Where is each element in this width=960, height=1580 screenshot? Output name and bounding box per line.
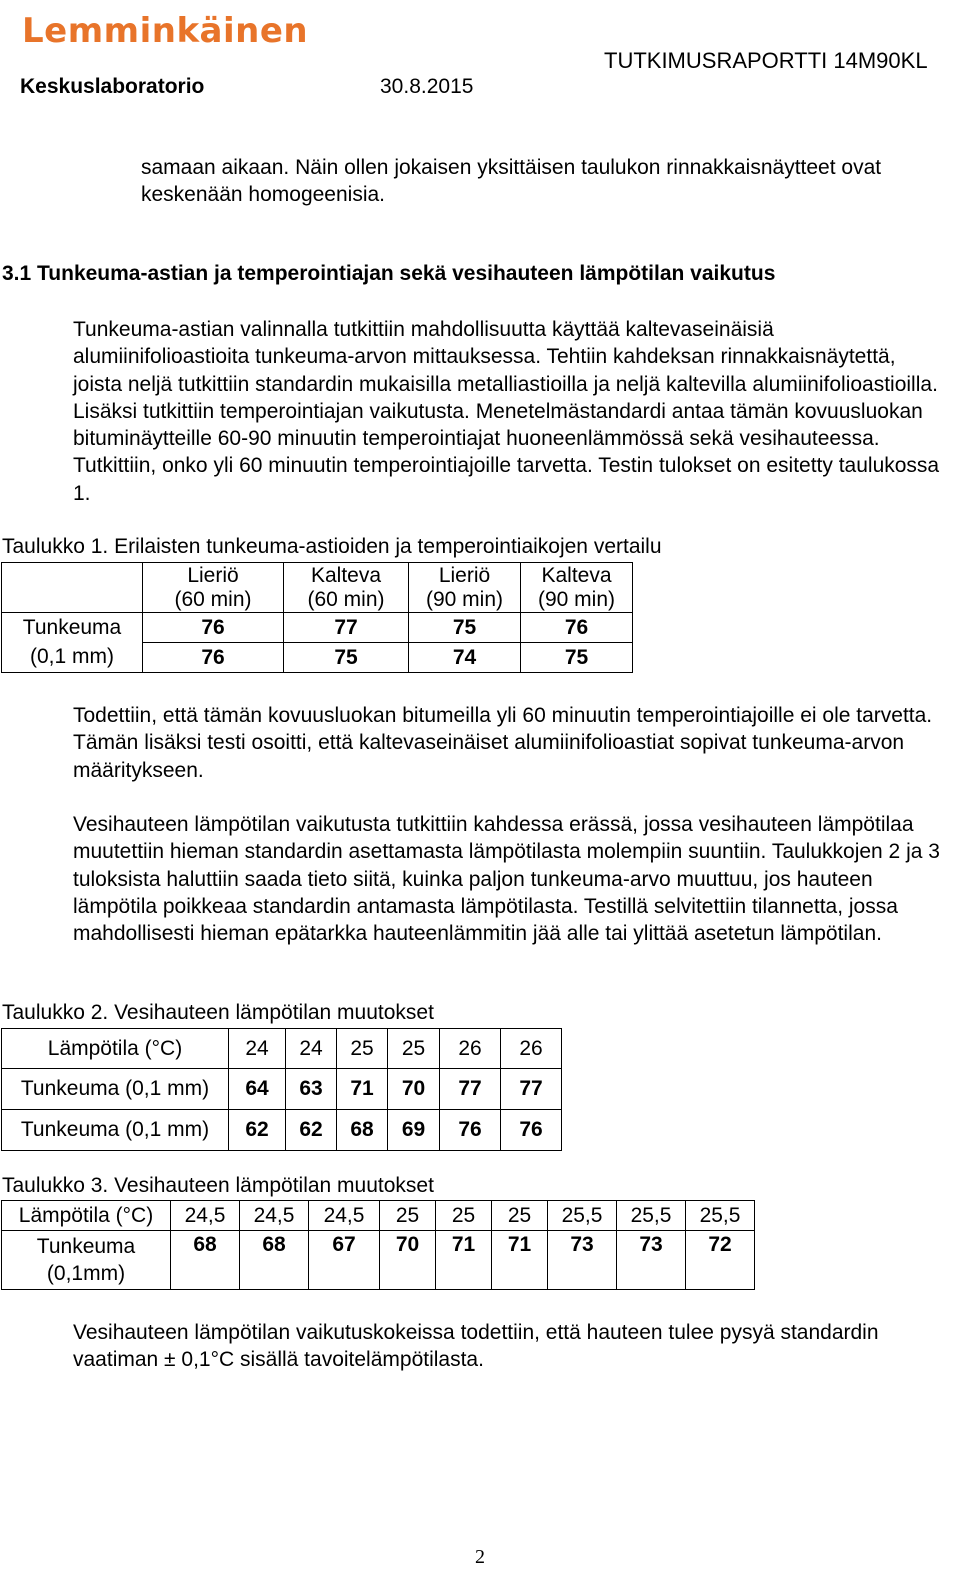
table3-temp: 24,5 bbox=[240, 1201, 309, 1231]
table1-value: 75 bbox=[409, 613, 521, 643]
table1-corner-cell bbox=[2, 563, 143, 613]
table1-header-cell bbox=[284, 563, 409, 613]
table1-value: 76 bbox=[143, 613, 284, 643]
table3-value: 68 bbox=[171, 1231, 240, 1290]
table2-value: 70 bbox=[388, 1069, 440, 1110]
intro-text: samaan aikaan. Näin ollen jokaisen yksittäisen taulukon rinnakkaisnäytteet ovat keskenään homogeenisia. bbox=[141, 156, 882, 207]
report-date: 30.8.2015 bbox=[380, 75, 474, 98]
header-line: (90 min) bbox=[537, 587, 616, 611]
table-1 bbox=[1, 562, 633, 673]
table1-value: 76 bbox=[143, 643, 284, 673]
table2-temp-label: Lämpötila (°C) bbox=[2, 1029, 229, 1069]
paragraph-1-text: Tunkeuma-astian valinnalla tutkittiin mahdollisuutta käyttää kaltevaseinäisiä alumiinifolioastioita tunkeuma-arvon mittauksessa. Tehtiin kahdeksan rinnakkaisnäytettä, joista neljä tutkittiin standardin mukaisilla metalliastioilla ja neljä kaltevilla alumiinifolioastioilla. Lisäksi tutkittiin temperointiajan vaikutusta. Menetelmästandardi antaa tämän kovuusluokan bituminäytteille 60-90 minuutin temperointiajat huoneenlämmössä sekä vesihauteessa. Tutkittiin, onko yli 60 minuutin temperointiajoille tarvetta. Testin tulokset on esitetty taulukossa 1. bbox=[73, 318, 940, 505]
header-line: (60 min) bbox=[174, 587, 252, 611]
paragraph-4 bbox=[73, 1319, 943, 1374]
table2-temp: 25 bbox=[388, 1029, 440, 1069]
page-number: 2 bbox=[475, 1546, 485, 1568]
table1-value: 75 bbox=[521, 643, 633, 673]
table3-value: 70 bbox=[380, 1231, 436, 1290]
table3-pen-label bbox=[2, 1231, 171, 1290]
table2-value: 76 bbox=[501, 1110, 562, 1151]
table2-value: 69 bbox=[388, 1110, 440, 1151]
lab-name: Keskuslaboratorio bbox=[20, 75, 205, 98]
paragraph-4-text: Vesihauteen lämpötilan vaikutuskokeissa todettiin, että hauteen tulee pysyä standardin vaatiman ± 0,1°C sisällä tavoitelämpötilasta. bbox=[73, 1321, 879, 1372]
table3-temp: 24,5 bbox=[171, 1201, 240, 1231]
section-heading: 3.1 Tunkeuma-astian ja temperointiajan sekä vesihauteen lämpötilan vaikutus bbox=[2, 262, 776, 285]
table-2 bbox=[1, 1028, 562, 1151]
table3-temp: 25,5 bbox=[686, 1201, 755, 1231]
table1-row-label: Tunkeuma bbox=[2, 613, 143, 643]
table2-temp: 25 bbox=[337, 1029, 388, 1069]
table2-caption: Taulukko 2. Vesihauteen lämpötilan muutokset bbox=[2, 1001, 434, 1024]
table1-value: 77 bbox=[284, 613, 409, 643]
table3-value: 73 bbox=[548, 1231, 617, 1290]
table3-temp: 25 bbox=[380, 1201, 436, 1231]
table2-value: 62 bbox=[229, 1110, 286, 1151]
table1-value: 76 bbox=[521, 613, 633, 643]
header-line: (60 min) bbox=[307, 587, 385, 611]
header-line: Kalteva bbox=[541, 563, 612, 587]
table3-value: 68 bbox=[240, 1231, 309, 1290]
table1-value: 75 bbox=[284, 643, 409, 673]
table2-temp: 24 bbox=[229, 1029, 286, 1069]
table3-temp: 25 bbox=[436, 1201, 492, 1231]
table3-caption: Taulukko 3. Vesihauteen lämpötilan muutokset bbox=[2, 1174, 434, 1197]
table2-value: 63 bbox=[286, 1069, 337, 1110]
header-line: Kalteva bbox=[310, 563, 382, 587]
table3-temp: 25 bbox=[492, 1201, 548, 1231]
intro-paragraph bbox=[141, 154, 941, 209]
table1-header-cell bbox=[521, 563, 633, 613]
pen-label-line: Tunkeuma bbox=[36, 1235, 136, 1258]
paragraph-2-text: Todettiin, että tämän kovuusluokan bitumeilla yli 60 minuutin temperointiajoille ei ole tarvetta. Tämän lisäksi testi osoitti, että kaltevaseinäiset alumiinifolioastiat sopivat tunkeuma-arvon määritykseen. bbox=[73, 704, 933, 782]
table2-value: 64 bbox=[229, 1069, 286, 1110]
table3-value: 72 bbox=[686, 1231, 755, 1290]
table3-temp: 25,5 bbox=[617, 1201, 686, 1231]
table2-value: 76 bbox=[440, 1110, 501, 1151]
table3-value: 67 bbox=[309, 1231, 380, 1290]
table3-temp: 25,5 bbox=[548, 1201, 617, 1231]
report-title: TUTKIMUSRAPORTTI 14M90KL bbox=[604, 48, 928, 73]
paragraph-3 bbox=[73, 811, 943, 947]
table2-pen-label: Tunkeuma (0,1 mm) bbox=[2, 1069, 229, 1110]
table2-temp: 24 bbox=[286, 1029, 337, 1069]
table-3 bbox=[1, 1200, 755, 1290]
header-line: Lieriö bbox=[438, 563, 491, 587]
table2-value: 62 bbox=[286, 1110, 337, 1151]
header-line: (90 min) bbox=[425, 587, 504, 611]
paragraph-1 bbox=[73, 316, 943, 507]
table2-temp: 26 bbox=[440, 1029, 501, 1069]
pen-label-line: (0,1mm) bbox=[46, 1262, 126, 1285]
table3-temp: 24,5 bbox=[309, 1201, 380, 1231]
table2-value: 71 bbox=[337, 1069, 388, 1110]
table1-value: 74 bbox=[409, 643, 521, 673]
table2-value: 77 bbox=[440, 1069, 501, 1110]
table3-temp-label: Lämpötila (°C) bbox=[2, 1201, 171, 1231]
company-logo: Lemminkäinen bbox=[22, 11, 309, 51]
table3-value: 73 bbox=[617, 1231, 686, 1290]
table2-value: 68 bbox=[337, 1110, 388, 1151]
table3-value: 71 bbox=[436, 1231, 492, 1290]
table1-header-cell bbox=[409, 563, 521, 613]
paragraph-3-text: Vesihauteen lämpötilan vaikutusta tutkittiin kahdessa erässä, jossa vesihauteen lämpötilaa muutettiin hieman standardin asettamasta lämpötilasta molempiin suuntiin. Taulukkojen 2 ja 3 tuloksista haluttiin saada tieto siitä, kuinka paljon tunkeuma-arvo muuttuu, jos hauteen lämpötila poikkeaa standardin antamasta lämpötilasta. Testillä selvitettiin tilannetta, jossa mahdollisesti hieman epätarkka hauteenlämmitin jää alle tai ylittää asetetun lämpötilan. bbox=[73, 813, 940, 946]
table2-temp: 26 bbox=[501, 1029, 562, 1069]
paragraph-2 bbox=[73, 702, 943, 784]
table2-value: 77 bbox=[501, 1069, 562, 1110]
table1-caption: Taulukko 1. Erilaisten tunkeuma-astioiden ja temperointiaikojen vertailu bbox=[2, 535, 662, 558]
table1-header-cell bbox=[143, 563, 284, 613]
table1-row-label: (0,1 mm) bbox=[2, 643, 143, 673]
header-line: Lieriö bbox=[187, 563, 239, 587]
table3-value: 71 bbox=[492, 1231, 548, 1290]
table2-pen-label: Tunkeuma (0,1 mm) bbox=[2, 1110, 229, 1151]
